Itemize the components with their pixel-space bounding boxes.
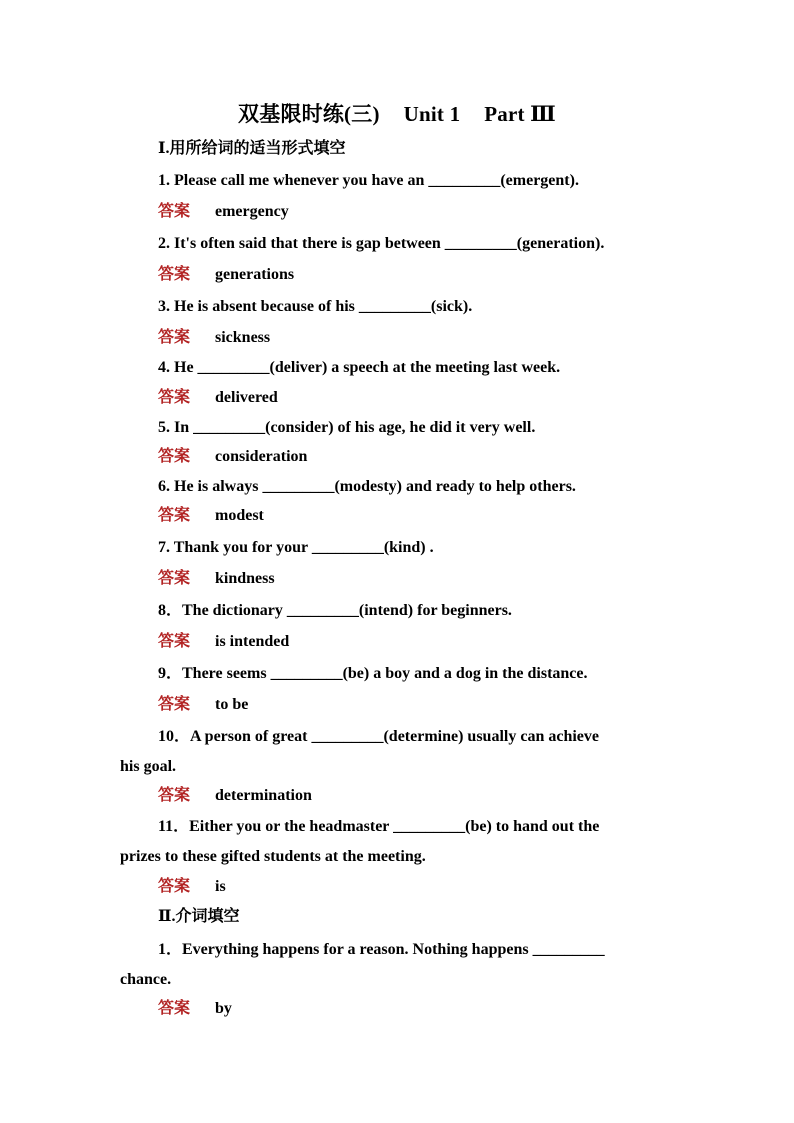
answer-text: generations (215, 266, 295, 283)
answer-text: determination (215, 787, 312, 804)
question-9: 9．There seems _________(be) a boy and a dog in the distance. (158, 665, 588, 682)
question-11-line-1: 11．Either you or the headmaster _________(be) to hand out the (158, 818, 600, 835)
question-6: 6. He is always _________(modesty) and ready to help others. (158, 478, 576, 495)
answer-2 (158, 260, 680, 290)
answer-text: delivered (215, 389, 278, 406)
answer-tag: 答案 (158, 1000, 191, 1017)
answer-tag: 答案 (158, 203, 191, 220)
answer-tag: 答案 (158, 329, 191, 346)
question-8: 8．The dictionary _________(intend) for beginners. (158, 602, 512, 619)
answer-1 (158, 197, 680, 227)
answer-text: kindness (215, 570, 275, 587)
title-part: Part Ⅲ (484, 102, 556, 126)
answer-text: is (215, 878, 226, 895)
answer-tag: 答案 (158, 878, 191, 895)
question-2-1-line-1: 1．Everything happens for a reason. Nothing happens _________ (158, 941, 605, 958)
question-2-1-line-2: chance. (120, 971, 172, 988)
answer-8 (158, 627, 680, 657)
answer-tag: 答案 (158, 389, 191, 406)
answer-tag: 答案 (158, 633, 191, 650)
answer-text: emergency (215, 203, 289, 220)
answer-text: consideration (215, 448, 308, 465)
answer-2-1 (158, 994, 680, 1024)
answer-3 (158, 323, 680, 353)
question-4: 4. He _________(deliver) a speech at the meeting last week. (158, 359, 561, 376)
section-heading-1: Ⅰ.用所给词的适当形式填空 (158, 140, 346, 157)
answer-text: by (215, 1000, 232, 1017)
answer-tag: 答案 (158, 448, 191, 465)
answer-text: is intended (215, 633, 290, 650)
answer-tag: 答案 (158, 787, 191, 804)
question-10-line-2: his goal. (120, 758, 177, 775)
answer-11 (158, 872, 680, 902)
question-11-line-2: prizes to these gifted students at the meeting. (120, 848, 426, 865)
question-2: 2. It's often said that there is gap between _________(generation). (158, 235, 605, 252)
question-10-line-1: 10．A person of great _________(determine) usually can achieve (158, 728, 599, 745)
answer-tag: 答案 (158, 570, 191, 587)
page-title (0, 98, 794, 128)
answer-text: sickness (215, 329, 271, 346)
answer-text: modest (215, 507, 264, 524)
answer-4 (158, 383, 680, 413)
answer-9 (158, 690, 680, 720)
section-heading-2: Ⅱ.介词填空 (158, 908, 240, 925)
question-7: 7. Thank you for your _________(kind) . (158, 539, 434, 556)
answer-tag: 答案 (158, 266, 191, 283)
title-unit: Unit 1 (403, 102, 461, 126)
answer-10 (158, 781, 680, 811)
answer-text: to be (215, 696, 249, 713)
answer-6 (158, 501, 680, 531)
question-1: 1. Please call me whenever you have an _________(emergent). (158, 172, 579, 189)
question-3: 3. He is absent because of his _________(sick). (158, 298, 473, 315)
answer-tag: 答案 (158, 507, 191, 524)
title-main: 双基限时练(三) (238, 102, 380, 126)
question-5: 5. In _________(consider) of his age, he did it very well. (158, 419, 536, 436)
answer-7 (158, 564, 680, 594)
answer-tag: 答案 (158, 696, 191, 713)
answer-5 (158, 442, 680, 472)
